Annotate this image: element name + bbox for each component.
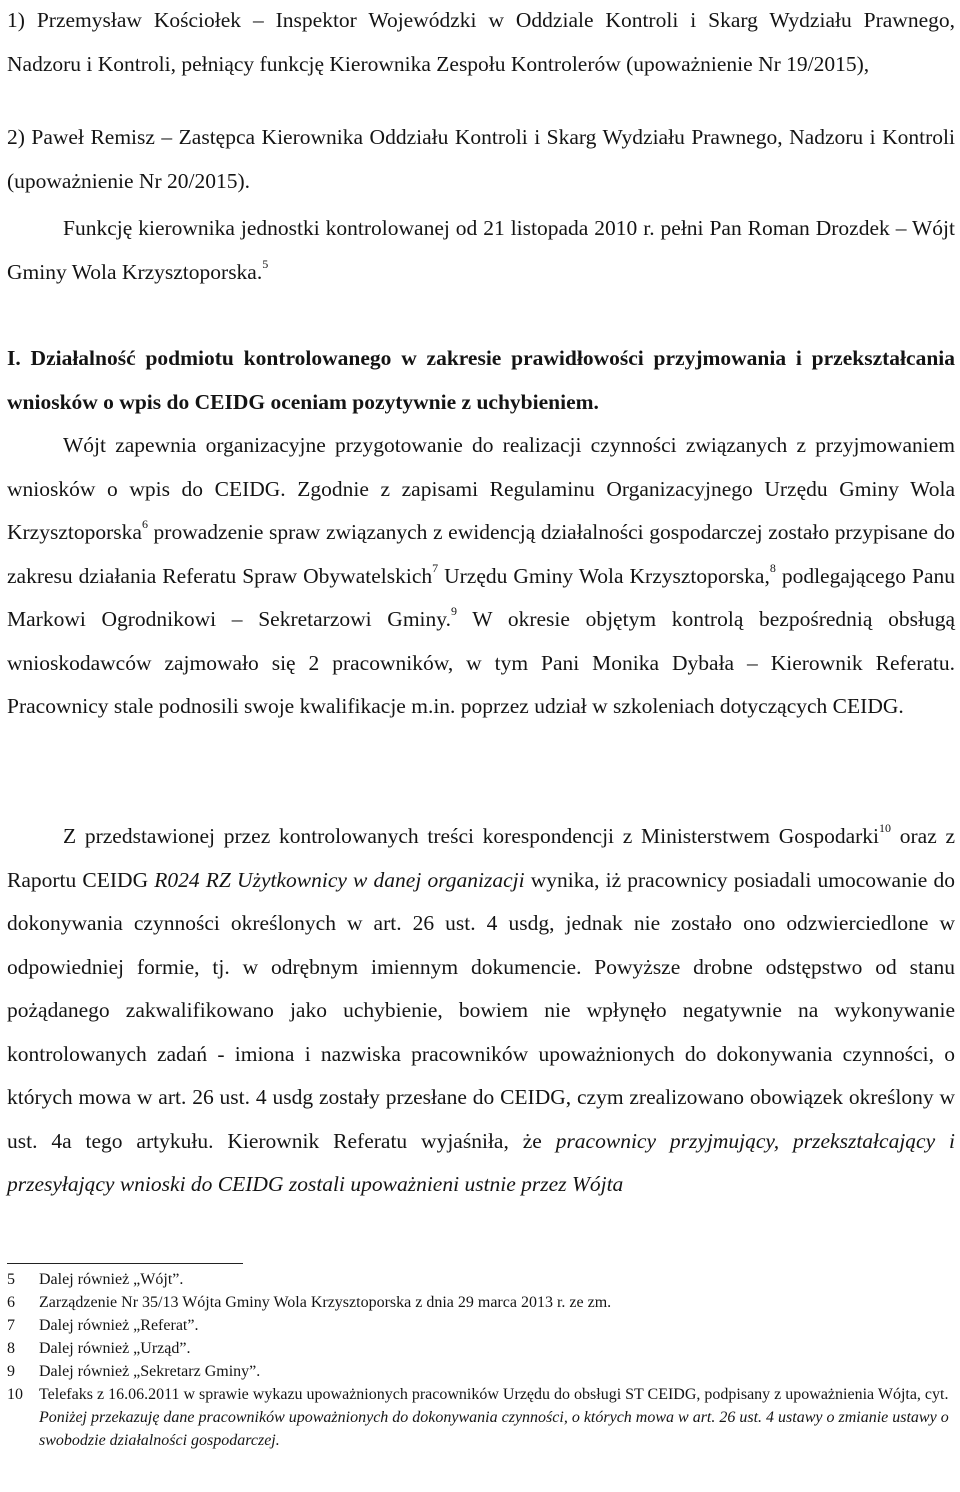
section-heading: I. Działalność podmiotu kontrolowanego w zakresie prawidłowości przyjmowania i przekształcania wniosków o wpis do CEIDG oceniam pozytywnie z uchybieniem. (7, 346, 955, 414)
footnote-ref-8: 8 (769, 560, 776, 575)
organization-paragraph: Wójt zapewnia organizacyjne przygotowanie do realizacji czynności związanych z przyjmowaniem wniosków o wpis do CEIDG. Zgodnie z zapisami Regulaminu Organizacyjnego Urzędu Gminy Wola Krzysztoporska$^6$ prowadzenie spraw związanych z ewidencją działalności gospodarczej zostało przypisane do zakresu działania Referatu Spraw Obywatelskich$^7$ Urzędu Gminy Wola Krzysztoporska,$^8$ podlegającego Panu Markowi Ogrodnikowi – Sekretarzowi Gminy.$^9$ W okresie objętym kontrolą bezpośrednią obsługą wnioskodawców zajmowało się 2 pracowników, w tym Pani Monika Dybała – Kierownik Referatu. Pracownicy stale podnosili swoje kwalifikacje m.in. poprzez udział w szkoleniach dotyczących CEIDG. (7, 433, 955, 718)
footnote-ref-6: 6 (141, 517, 148, 531)
footnote-ref-9: 9 (451, 604, 457, 618)
footnote-separator (7, 1263, 243, 1264)
footnote-8: 8 Dalej również „Urząd”. (7, 1340, 191, 1357)
footnote-10: 10 Telefaks z 16.06.2011 w sprawie wykazu upoważnionych pracowników Urzędu do obsługi ST CEIDG, podpisany z upoważnienia Wójta, cyt. Poniżej przekazuję dane pracowników upoważnionych do dokonywania czynności, o których mowa w art. 26 ust. 4 ustawy o zmianie ustawy o swobodzie działalności gospodarczej. (7, 1386, 949, 1449)
authorization-item-1: 1) Przemysław Kościołek – Inspektor Wojewódzki w Oddziale Kontroli i Skarg Wydziału Prawnego, Nadzoru i Kontroli, pełniący funkcję Kierownika Zespołu Kontrolerów (upoważnienie Nr 19/2015), (7, 8, 955, 76)
footnote-ref-5: 5 (262, 256, 269, 271)
correspondence-paragraph: Z przedstawionej przez kontrolowanych treści korespondencji z Ministerstwem Gospodarki$^{10}$ oraz z Raportu CEIDG R024 RZ Użytkownicy w danej organizacji wynika, iż pracownicy posiadali umocowanie do dokonywania czynności określonych w art. 26 ust. 4 usdg, jednak nie zostało ono odzwierciedlone w odpowiedniej formie, tj. w odrębnym imiennym dokumencie. Powyższe drobne odstępstwo od stanu pożądanego zakwalifikowano jako uchybienie, bowiem nie wpłynęło negatywnie na wykonywanie kontrolowanych zadań - imiona i nazwiska pracowników upoważnionych do dokonywania czynności, o których mowa w art. 26 ust. 4 usdg zostały przesłane do CEIDG, czym zrealizowano obowiązek określony w ust. 4a tego artykułu. Kierownik Referatu wyjaśniła, że pracownicy przyjmujący, przekształcający i przesyłający wnioski do CEIDG zostali upoważnieni ustnie przez Wójta (7, 821, 956, 1196)
footnote-ref-7: 7 (432, 560, 439, 575)
footnote-6: 6 Zarządzenie Nr 35/13 Wójta Gminy Wola Krzysztoporska z dnia 29 marca 2013 r. ze zm. (7, 1294, 612, 1311)
footnote-5: 5 Dalej również „Wójt”. (7, 1271, 184, 1288)
footnote-9: 9 Dalej również „Sekretarz Gminy”. (7, 1363, 261, 1380)
footnote-ref-10: 10 (879, 821, 892, 835)
unit-head-paragraph: Funkcję kierownika jednostki kontrolowanej od 21 listopada 2010 r. pełni Pan Roman Drozdek – Wójt Gminy Wola Krzysztoporska.$^5$ (7, 216, 955, 284)
authorization-item-2: 2) Paweł Remisz – Zastępca Kierownika Oddziału Kontroli i Skarg Wydziału Prawnego, Nadzoru i Kontroli (upoważnienie Nr 20/2015). (7, 125, 955, 193)
footnote-7: 7 Dalej również „Referat”. (7, 1317, 199, 1334)
